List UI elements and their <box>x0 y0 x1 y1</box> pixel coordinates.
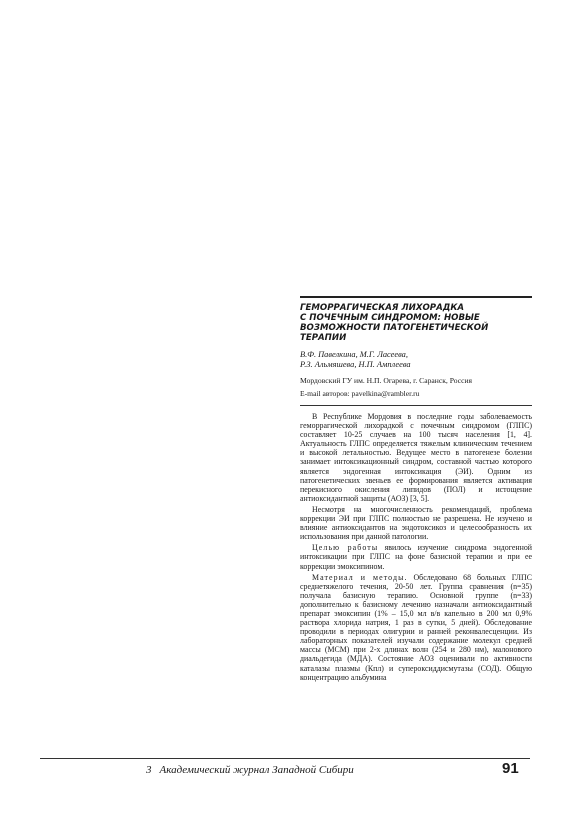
footer-rule <box>40 758 530 759</box>
authors <box>300 350 532 370</box>
aim-lead: Целью работы <box>312 543 379 553</box>
methods-text: Обследовано 68 больных ГЛПС среднетяжелого течения, 20-50 лет. Группа сравнения (n=35) получала базисную терапию. Основной группе (n=33) дополнительно к базисному лечению назначали антиоксидантный препарат эмоксипин (1% – 15,0 мл в/в капельно в 200 мл 0,9% раствора хлорида натрия, 1 раз в сутки, 5 дней). Обследование проводили в периодах олигурии и ранней реконвалесценции. Из лабораторных показателей изучали содержание молекул средней массы (МСМ) при 2-х длинах волн (254 и 280 нм), малонового диальдегида (МДА). Состояние АОЗ оценивали по активности каталазы плазмы (Кпл) и супероксиддисмутазы (СОД). Общую концентрацию альбумина <box>300 572 532 682</box>
page-number: 91 <box>502 760 519 777</box>
article-block <box>300 296 532 684</box>
affiliation: Мордовский ГУ им. Н.П. Огарева, г. Саранск, Россия <box>300 376 473 385</box>
author-email: E-mail авторов: pavelkina@rambler.ru <box>300 389 420 398</box>
title-top-rule <box>300 296 532 298</box>
aim-text: явилось изучение синдрома эндогенной интоксикации при ГЛПС на фоне базисной терапии и при ее коррекции эмоксипином. <box>300 543 533 571</box>
article-body <box>300 412 532 682</box>
methods-lead: Материал и методы. <box>312 572 408 582</box>
authors-line: Р.З. Альмяшева, Н.П. Амплеева <box>300 360 411 369</box>
paragraph-problem: Несмотря на многочисленность рекомендаций, проблема коррекции ЭИ при ГЛПС полностью не разрешена. Не изучено и влияние антиоксидантов на эндотоксикоз и целесообразность их использования при данной патологии. <box>300 504 532 542</box>
authors-line: В.Ф. Павелкина, М.Г. Ласеева, <box>300 350 408 359</box>
paragraph-methods <box>300 573 532 682</box>
paragraph-aim <box>300 543 532 570</box>
journal-name: Академический журнал Западной Сибири <box>159 764 354 776</box>
paragraph-intro: В Республике Мордовия в последние годы заболеваемость геморрагической лихорадкой с почечным синдромом (ГЛПС) составляет 10-25 случаев на 100 тысяч населения [1, 4]. Актуальность ГЛПС определяется тяжелым клиническим течением и высокой летальностью. Ведущее место в патогенезе болезни занимает интоксикационный синдром, составной частью которого является эндогенная интоксикация (ЭИ). Одним из патогенетических звеньев ее формирования является активация перекисного окисления липидов (ПОЛ) и истощение антиоксидантной защиты (АОЗ) [3, 5]. <box>300 412 532 503</box>
title-line: С ПОЧЕЧНЫМ СИНДРОМОМ: НОВЫЕ <box>300 313 480 323</box>
title-line: ГЕМОРРАГИЧЕСКАЯ ЛИХОРАДКА <box>300 303 465 313</box>
title-line: ВОЗМОЖНОСТИ ПАТОГЕНЕТИЧЕСКОЙ <box>300 323 489 333</box>
issue-number: 3 <box>146 764 152 776</box>
article-title <box>300 303 532 343</box>
footer-journal <box>146 764 354 776</box>
title-line: ТЕРАПИИ <box>300 333 347 343</box>
header-divider <box>300 405 532 406</box>
